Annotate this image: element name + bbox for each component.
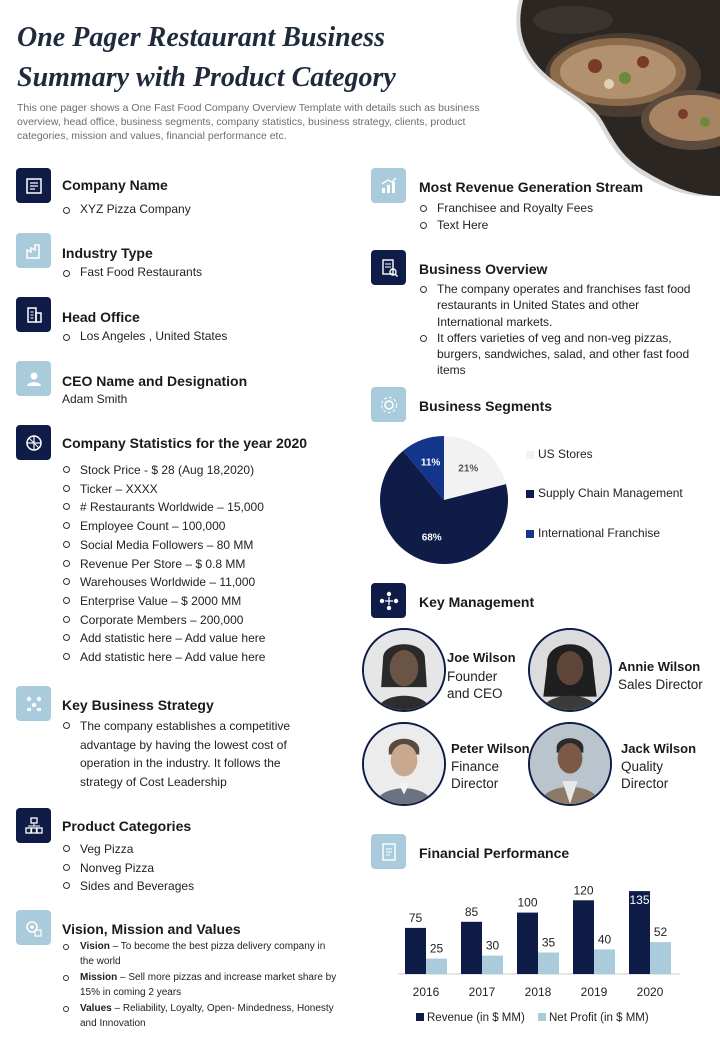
bar-value-label: 135 (629, 893, 650, 908)
bar (650, 942, 671, 974)
pie-legend-item: Supply Chain Management (526, 486, 683, 500)
bar (538, 953, 559, 975)
list-item: Ticker – XXXX (62, 480, 332, 499)
bar (482, 956, 503, 974)
bar (426, 959, 447, 974)
business-segments-pie-chart (372, 428, 516, 572)
ceo-name: Adam Smith (62, 392, 128, 406)
revenue-stream-list (419, 200, 699, 233)
company-icon (16, 168, 51, 203)
overview-icon (371, 250, 406, 285)
bar (594, 949, 615, 974)
industry-icon (16, 233, 51, 268)
list-item: The company establishes a competitive advantage by having the lowest cost of operation in the industry. It follows the strategy of Cost Leadership (62, 717, 302, 791)
list-item: Veg Pizza (62, 840, 322, 859)
bar-value-label: 30 (485, 938, 500, 953)
legend-label: Net Profit (in $ MM) (549, 1012, 649, 1024)
key-management-title: Key Management (419, 594, 535, 610)
vision-title: Vision, Mission and Values (62, 921, 241, 937)
vision-list (62, 940, 340, 1033)
pie-legend-item: International Franchise (526, 526, 660, 540)
list-item: Revenue Per Store – $ 0.8 MM (62, 555, 332, 574)
person-role: Finance Director (451, 759, 500, 791)
list-item: # Restaurants Worldwide – 15,000 (62, 498, 332, 517)
bar-value-label: 40 (597, 932, 612, 947)
x-tick-label: 2016 (412, 985, 440, 999)
list-item: Vision – To become the best pizza delivery company in the world (62, 940, 340, 969)
list-item: Nonveg Pizza (62, 859, 322, 878)
strategy-list (62, 717, 302, 791)
list-item: Sides and Beverages (62, 877, 322, 896)
segments-icon (371, 387, 406, 422)
person-role: Quality Director (621, 759, 669, 791)
bar-value-label: 52 (653, 925, 668, 940)
person-role: Founder and CEO (447, 669, 503, 701)
avatar (528, 628, 612, 712)
page-subtitle: This one pager shows a One Fast Food Company Overview Template with details such as business overview, head office, business segments, company statistics, business strategy, clients, product categories, mission and values, financial performance etc. (17, 102, 480, 142)
legend-label: Revenue (in $ MM) (427, 1012, 525, 1024)
company-name-list (62, 202, 322, 216)
bar (573, 900, 594, 974)
list-item: Stock Price - $ 28 (Aug 18,2020) (62, 461, 332, 480)
bar-value-label: 85 (464, 904, 479, 919)
person-name: Jack Wilson (621, 741, 697, 756)
avatar (362, 628, 446, 712)
page-title: One Pager Restaurant Business Summary with Product Category (17, 22, 396, 93)
list-item: Add statistic here – Add value here (62, 648, 332, 667)
list-item: It offers varieties of veg and non-veg pizzas, burgers, sandwiches, salad, and other fast food items (419, 330, 694, 379)
management-icon (371, 583, 406, 618)
bar-value-label: 100 (517, 895, 538, 910)
pie-slice-label: 21% (458, 463, 479, 475)
bar-value-label: 35 (541, 935, 556, 950)
ceo-title: CEO Name and Designation (62, 373, 248, 389)
company-name-title: Company Name (62, 177, 168, 193)
legend-swatch (416, 1013, 424, 1021)
strategy-icon (16, 686, 51, 721)
list-item: Corporate Members – 200,000 (62, 611, 332, 630)
person-name: Joe Wilson (447, 650, 516, 665)
avatar (528, 722, 612, 806)
bar-value-label: 75 (408, 910, 423, 925)
pizza-photo (513, 0, 720, 196)
list-item: Employee Count – 100,000 (62, 517, 332, 536)
list-item: Values – Reliability, Loyalty, Open- Mindedness, Honesty and Innovation (62, 1002, 340, 1031)
list-item: Warehouses Worldwide – 11,000 (62, 573, 332, 592)
statistics-icon (16, 425, 51, 460)
legend-swatch (526, 451, 534, 459)
bar-value-label: 120 (573, 883, 594, 898)
pie-slice-label: 68% (421, 532, 442, 544)
list-item: Mission – Sell more pizzas and increase market share by 15% in coming 2 years (62, 971, 340, 1000)
list-item: Los Angeles , United States (62, 329, 322, 343)
x-tick-label: 2018 (524, 985, 552, 999)
avatar (362, 722, 446, 806)
bar-value-label: 25 (429, 941, 444, 956)
head-office-list (62, 329, 322, 343)
list-item: Social Media Followers – 80 MM (62, 536, 332, 555)
person-role: Sales Director (618, 677, 703, 692)
financial-performance-bar-chart (390, 870, 690, 1035)
list-item: Add statistic here – Add value here (62, 629, 332, 648)
industry-type-title: Industry Type (62, 245, 153, 261)
pie-slice-label: 11% (420, 457, 441, 469)
legend-swatch (526, 530, 534, 538)
product-icon (16, 808, 51, 843)
product-categories-title: Product Categories (62, 818, 192, 834)
person-name: Annie Wilson (618, 659, 701, 674)
revenue-stream-title: Most Revenue Generation Stream (419, 179, 644, 195)
list-item: Text Here (419, 217, 699, 234)
legend-swatch (526, 490, 534, 498)
business-overview-title: Business Overview (419, 261, 548, 277)
list-item: Franchisee and Royalty Fees (419, 200, 699, 217)
list-item: Fast Food Restaurants (62, 265, 322, 279)
strategy-title: Key Business Strategy (62, 697, 214, 713)
financial-performance-title: Financial Performance (419, 845, 570, 861)
x-tick-label: 2020 (636, 985, 664, 999)
bar (405, 928, 426, 974)
bar (461, 922, 482, 974)
statistics-title: Company Statistics for the year 2020 (62, 435, 308, 451)
pie-legend-item: US Stores (526, 447, 593, 461)
building-icon (16, 297, 51, 332)
person-icon (16, 361, 51, 396)
financial-icon (371, 834, 406, 869)
business-segments-title: Business Segments (419, 398, 553, 414)
vision-icon (16, 910, 51, 945)
industry-type-list (62, 265, 322, 279)
person-name: Peter Wilson (451, 741, 530, 756)
statistics-list (62, 461, 332, 667)
list-item: Enterprise Value – $ 2000 MM (62, 592, 332, 611)
list-item: XYZ Pizza Company (62, 202, 322, 216)
bar (517, 913, 538, 974)
legend-swatch (538, 1013, 546, 1021)
x-tick-label: 2017 (468, 985, 496, 999)
head-office-title: Head Office (62, 309, 140, 325)
revenue-stream-icon (371, 168, 406, 203)
list-item: The company operates and franchises fast food restaurants in United States and other International markets. (419, 281, 694, 330)
x-tick-label: 2019 (580, 985, 608, 999)
business-overview-list (419, 281, 694, 379)
product-categories-list (62, 840, 322, 896)
